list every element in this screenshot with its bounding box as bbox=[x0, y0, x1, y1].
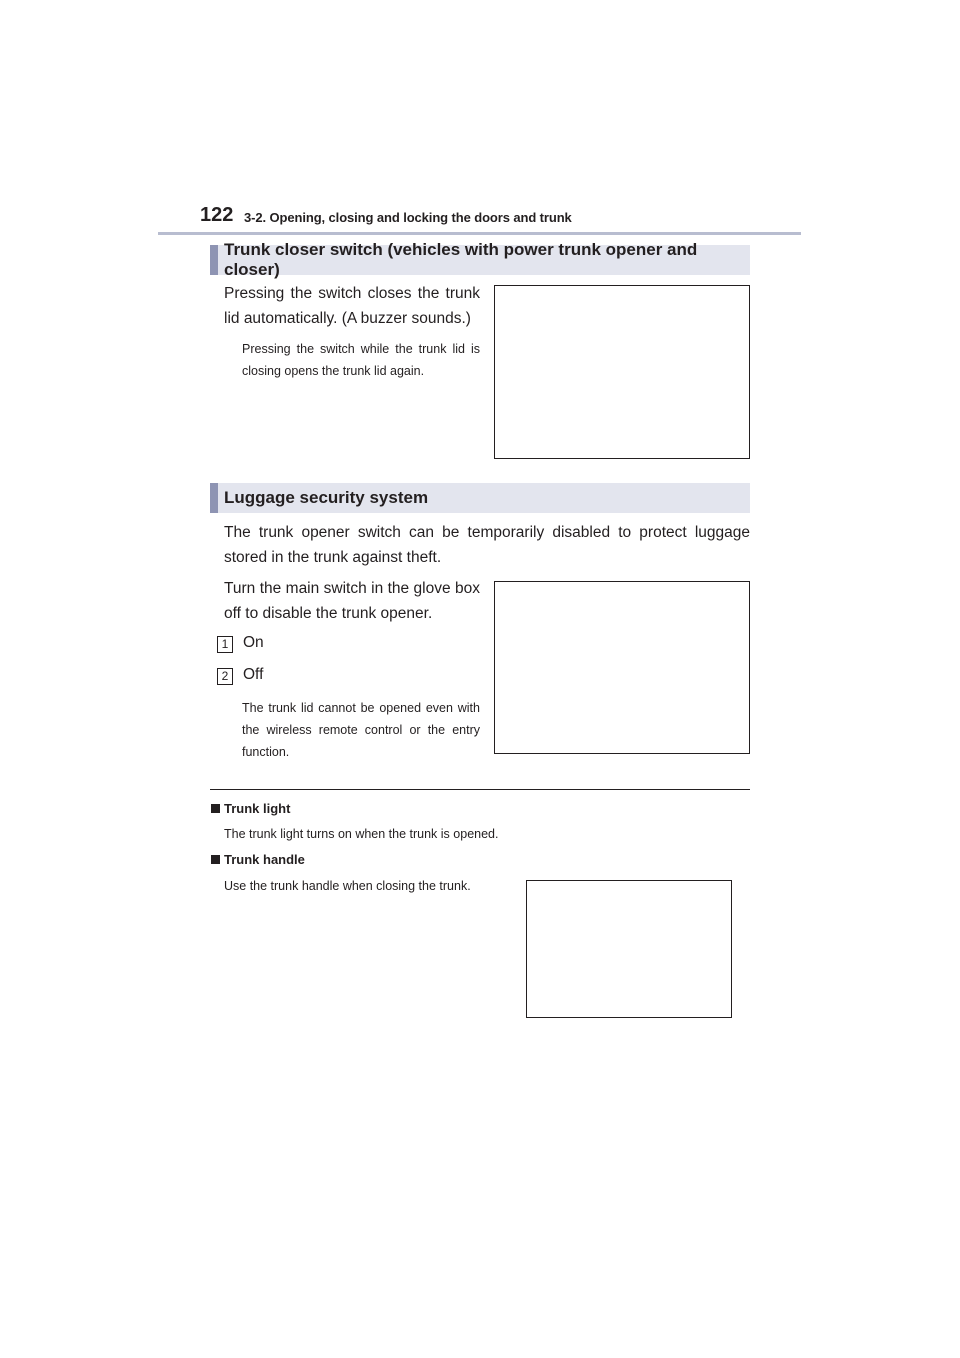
luggage-security-note: The trunk lid cannot be opened even with the wireless remote control or the entry function. bbox=[242, 701, 480, 759]
square-bullet-icon bbox=[211, 804, 220, 813]
note-heading-text: Trunk light bbox=[224, 801, 291, 816]
section-heading-trunk-closer bbox=[210, 240, 750, 279]
note-text-trunk-light: The trunk light turns on when the trunk is opened. bbox=[224, 827, 499, 841]
section-heading-text: Trunk closer switch (vehicles with power trunk opener and closer) bbox=[224, 240, 698, 279]
note-heading-trunk-handle bbox=[211, 852, 305, 867]
callout-number-1: 1 bbox=[217, 636, 233, 653]
luggage-security-intro: The trunk opener switch can be temporarily disabled to protect luggage stored in the trunk against theft. bbox=[224, 524, 750, 566]
note-heading-text: Trunk handle bbox=[224, 852, 305, 867]
note-text-trunk-handle: Use the trunk handle when closing the trunk. bbox=[224, 879, 471, 893]
header-divider bbox=[158, 232, 801, 235]
trunk-closer-switch-illustration bbox=[494, 285, 750, 459]
trunk-closer-note: Pressing the switch while the trunk lid is closing opens the trunk lid again. bbox=[242, 342, 480, 378]
glove-box-main-switch-illustration bbox=[494, 581, 750, 754]
luggage-security-instruction: Turn the main switch in the glove box off to disable the trunk opener. bbox=[224, 580, 480, 622]
note-heading-trunk-light bbox=[211, 801, 290, 816]
section-heading-text: Luggage security system bbox=[224, 488, 429, 507]
callout-label-off: Off bbox=[243, 666, 264, 683]
notes-divider bbox=[210, 789, 750, 790]
page-number: 122 bbox=[200, 204, 234, 226]
chapter-title: 3-2. Opening, closing and locking the doors and trunk bbox=[244, 210, 572, 225]
callout-label-on: On bbox=[243, 634, 264, 651]
callout-number-2: 2 bbox=[217, 668, 233, 685]
trunk-handle-illustration bbox=[526, 880, 732, 1018]
square-bullet-icon bbox=[211, 855, 220, 864]
section-heading-luggage-security bbox=[210, 483, 750, 513]
trunk-closer-description: Pressing the switch closes the trunk lid automatically. (A buzzer sounds.) bbox=[224, 285, 480, 327]
